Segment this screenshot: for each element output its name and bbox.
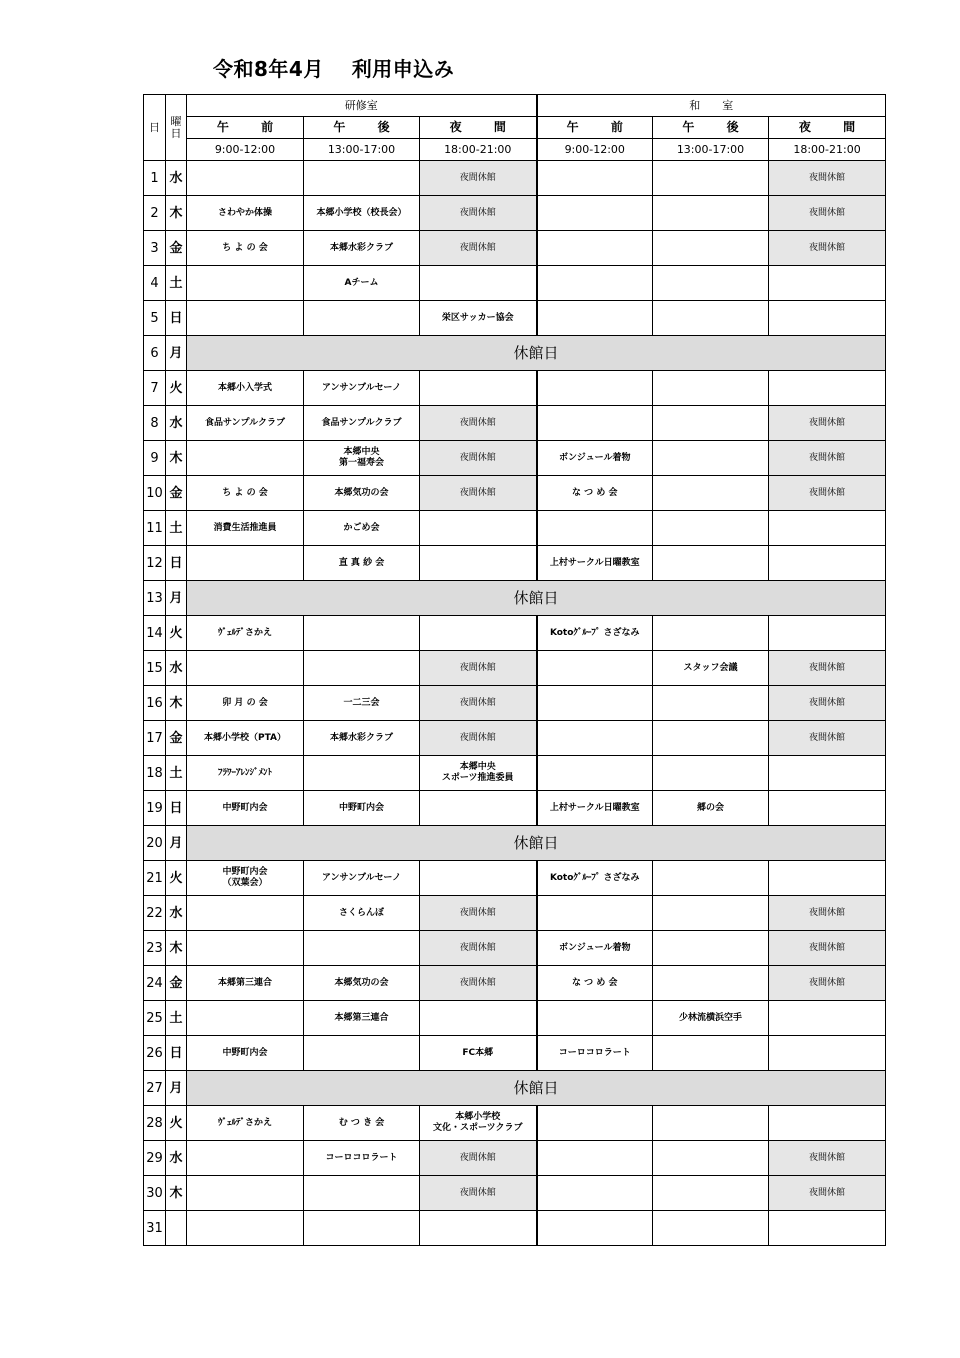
kenshushitsu-slot-cell xyxy=(187,1176,304,1211)
washitsu-slot-cell xyxy=(653,476,769,511)
washitsu-slot-cell xyxy=(653,721,769,756)
day-number: 11 xyxy=(144,511,166,546)
kenshushitsu-slot-cell: アンサンブルセーノ xyxy=(304,371,420,406)
weekday: 土 xyxy=(166,756,187,791)
day-row xyxy=(144,371,886,406)
kenshushitsu-slot-cell xyxy=(187,266,304,301)
washitsu-slot-cell xyxy=(653,1106,769,1141)
kenshushitsu-slot-cell: 夜間休館 xyxy=(420,686,537,721)
day-row xyxy=(144,441,886,476)
kenshushitsu-slot-cell: ｳﾞｪﾙﾃﾞさかえ xyxy=(187,616,304,651)
kenshushitsu-slot-cell xyxy=(187,1141,304,1176)
washitsu-slot-cell xyxy=(537,756,653,791)
washitsu-slot-cell xyxy=(653,931,769,966)
washitsu-slot-cell xyxy=(537,1176,653,1211)
kenshushitsu-slot-cell xyxy=(304,161,420,196)
weekday: 月 xyxy=(166,581,187,616)
washitsu-slot-cell: ボンジュール着物 xyxy=(537,441,653,476)
weekday: 月 xyxy=(166,336,187,371)
day-row xyxy=(144,266,886,301)
kenshushitsu-slot-cell: アンサンブルセーノ xyxy=(304,861,420,896)
weekday: 水 xyxy=(166,406,187,441)
washitsu-slot-cell xyxy=(769,301,886,336)
washitsu-slot-cell xyxy=(537,1001,653,1036)
slot-label: 午 後 xyxy=(304,117,420,139)
weekday: 日 xyxy=(166,791,187,826)
weekday: 火 xyxy=(166,371,187,406)
page-title: 令和8年4月 利用申込み xyxy=(213,57,455,81)
kenshushitsu-slot-cell xyxy=(420,791,537,826)
kenshushitsu-slot-cell: む つ き 会 xyxy=(304,1106,420,1141)
weekday: 金 xyxy=(166,721,187,756)
day-number: 24 xyxy=(144,966,166,1001)
weekday-column-header: 曜 日 xyxy=(166,95,187,161)
kenshushitsu-slot-cell: 中野町内会 xyxy=(304,791,420,826)
kenshushitsu-slot-cell xyxy=(187,931,304,966)
washitsu-slot-cell: 夜間休館 xyxy=(769,721,886,756)
weekday: 水 xyxy=(166,651,187,686)
washitsu-slot-cell xyxy=(653,1211,769,1246)
washitsu-slot-cell xyxy=(653,371,769,406)
day-row xyxy=(144,966,886,1001)
kenshushitsu-slot-cell: 夜間休館 xyxy=(420,406,537,441)
day-number: 6 xyxy=(144,336,166,371)
slot-label: 夜 間 xyxy=(420,117,537,139)
day-row xyxy=(144,231,886,266)
washitsu-slot-cell xyxy=(653,406,769,441)
kenshushitsu-slot-cell: 本郷小学校 文化・スポーツクラブ xyxy=(420,1106,537,1141)
slot-time: 18:00-21:00 xyxy=(420,139,537,161)
kenshushitsu-slot-cell: 中野町内会 （双葉会） xyxy=(187,861,304,896)
slot-label: 午 前 xyxy=(537,117,653,139)
kenshushitsu-slot-cell xyxy=(420,1211,537,1246)
day-row xyxy=(144,301,886,336)
kenshushitsu-slot-cell: 夜間休館 xyxy=(420,196,537,231)
kenshushitsu-slot-cell: さわやか体操 xyxy=(187,196,304,231)
washitsu-slot-cell: 夜間休館 xyxy=(769,406,886,441)
day-row xyxy=(144,476,886,511)
kenshushitsu-slot-cell xyxy=(187,1211,304,1246)
day-row xyxy=(144,931,886,966)
day-number: 5 xyxy=(144,301,166,336)
washitsu-slot-cell xyxy=(537,896,653,931)
weekday: 水 xyxy=(166,1141,187,1176)
day-number: 20 xyxy=(144,826,166,861)
kenshushitsu-slot-cell xyxy=(420,371,537,406)
kenshushitsu-slot-cell: 本郷中央 第一福寿会 xyxy=(304,441,420,476)
washitsu-slot-cell: 夜間休館 xyxy=(769,1141,886,1176)
washitsu-slot-cell xyxy=(769,511,886,546)
washitsu-slot-cell: 夜間休館 xyxy=(769,931,886,966)
washitsu-slot-cell xyxy=(769,1106,886,1141)
washitsu-slot-cell xyxy=(653,861,769,896)
kenshushitsu-slot-cell: ち よ の 会 xyxy=(187,231,304,266)
washitsu-slot-cell xyxy=(769,1001,886,1036)
washitsu-slot-cell: な つ め 会 xyxy=(537,966,653,1001)
washitsu-slot-cell xyxy=(537,371,653,406)
weekday: 木 xyxy=(166,686,187,721)
washitsu-slot-cell xyxy=(769,756,886,791)
day-number: 7 xyxy=(144,371,166,406)
kenshushitsu-slot-cell: 夜間休館 xyxy=(420,896,537,931)
weekday: 金 xyxy=(166,966,187,1001)
kenshushitsu-slot-cell xyxy=(304,1211,420,1246)
kenshushitsu-slot-cell: 本郷小学校（校長会） xyxy=(304,196,420,231)
closed-day-cell: 休館日 xyxy=(187,581,886,616)
day-number: 22 xyxy=(144,896,166,931)
kenshushitsu-slot-cell: ｳﾞｪﾙﾃﾞさかえ xyxy=(187,1106,304,1141)
day-row xyxy=(144,161,886,196)
washitsu-slot-cell: な つ め 会 xyxy=(537,476,653,511)
washitsu-slot-cell: 夜間休館 xyxy=(769,441,886,476)
kenshushitsu-slot-cell: 夜間休館 xyxy=(420,476,537,511)
washitsu-slot-cell: 夜間休館 xyxy=(769,161,886,196)
closed-day-cell: 休館日 xyxy=(187,826,886,861)
kenshushitsu-slot-cell: FC本郷 xyxy=(420,1036,537,1071)
weekday: 月 xyxy=(166,826,187,861)
washitsu-slot-cell xyxy=(537,161,653,196)
weekday: 土 xyxy=(166,1001,187,1036)
washitsu-slot-cell xyxy=(537,231,653,266)
day-number: 25 xyxy=(144,1001,166,1036)
kenshushitsu-slot-cell: 本郷水彩クラブ xyxy=(304,231,420,266)
kenshushitsu-slot-cell: 中野町内会 xyxy=(187,791,304,826)
day-row xyxy=(144,196,886,231)
washitsu-slot-cell xyxy=(769,266,886,301)
day-number: 31 xyxy=(144,1211,166,1246)
day-number: 23 xyxy=(144,931,166,966)
day-number: 14 xyxy=(144,616,166,651)
washitsu-slot-cell xyxy=(653,756,769,791)
closed-day-cell: 休館日 xyxy=(187,336,886,371)
kenshushitsu-slot-cell: さくらんぼ xyxy=(304,896,420,931)
kenshushitsu-slot-cell xyxy=(304,756,420,791)
washitsu-slot-cell: Kotoｸﾞﾙｰﾌﾟ さざなみ xyxy=(537,861,653,896)
slot-time: 13:00-17:00 xyxy=(304,139,420,161)
day-row xyxy=(144,406,886,441)
kenshushitsu-slot-cell: 栄区サッカー協会 xyxy=(420,301,537,336)
day-row xyxy=(144,1071,886,1106)
day-row xyxy=(144,1141,886,1176)
washitsu-slot-cell xyxy=(653,896,769,931)
day-row xyxy=(144,686,886,721)
day-row xyxy=(144,1001,886,1036)
washitsu-slot-cell xyxy=(537,266,653,301)
day-number: 27 xyxy=(144,1071,166,1106)
kenshushitsu-slot-cell xyxy=(420,1001,537,1036)
kenshushitsu-slot-cell xyxy=(187,161,304,196)
kenshushitsu-slot-cell: 一二三会 xyxy=(304,686,420,721)
washitsu-slot-cell: スタッフ会議 xyxy=(653,651,769,686)
washitsu-slot-cell xyxy=(537,511,653,546)
washitsu-slot-cell xyxy=(653,161,769,196)
kenshushitsu-slot-cell: かごめ会 xyxy=(304,511,420,546)
kenshushitsu-slot-cell xyxy=(187,301,304,336)
kenshushitsu-slot-cell xyxy=(420,861,537,896)
kenshushitsu-slot-cell xyxy=(187,651,304,686)
kenshushitsu-slot-cell: Aチーム xyxy=(304,266,420,301)
kenshushitsu-slot-cell: ﾌﾗﾜｰｱﾚﾝｼﾞﾒﾝﾄ xyxy=(187,756,304,791)
kenshushitsu-slot-cell: 本郷中央 スポーツ推進委員 xyxy=(420,756,537,791)
slot-time: 18:00-21:00 xyxy=(769,139,886,161)
kenshushitsu-slot-cell: 夜間休館 xyxy=(420,231,537,266)
washitsu-slot-cell: 夜間休館 xyxy=(769,686,886,721)
day-row xyxy=(144,896,886,931)
day-row xyxy=(144,546,886,581)
washitsu-slot-cell xyxy=(653,301,769,336)
day-number: 2 xyxy=(144,196,166,231)
washitsu-slot-cell xyxy=(537,1211,653,1246)
day-number: 17 xyxy=(144,721,166,756)
washitsu-slot-cell xyxy=(653,511,769,546)
washitsu-slot-cell: 少林流横浜空手 xyxy=(653,1001,769,1036)
washitsu-slot-cell xyxy=(537,1141,653,1176)
schedule-table xyxy=(143,94,886,1246)
day-row xyxy=(144,511,886,546)
slot-time: 13:00-17:00 xyxy=(653,139,769,161)
washitsu-slot-cell xyxy=(653,1036,769,1071)
kenshushitsu-slot-cell: 夜間休館 xyxy=(420,651,537,686)
day-row xyxy=(144,616,886,651)
day-number: 9 xyxy=(144,441,166,476)
kenshushitsu-slot-cell xyxy=(187,896,304,931)
room-header-washitsu: 和 室 xyxy=(537,95,886,117)
washitsu-slot-cell xyxy=(653,616,769,651)
kenshushitsu-slot-cell: 本郷気功の会 xyxy=(304,476,420,511)
washitsu-slot-cell xyxy=(769,1036,886,1071)
day-number: 29 xyxy=(144,1141,166,1176)
day-number: 16 xyxy=(144,686,166,721)
kenshushitsu-slot-cell: 本郷第三連合 xyxy=(187,966,304,1001)
washitsu-slot-cell xyxy=(769,861,886,896)
day-row xyxy=(144,791,886,826)
day-number: 21 xyxy=(144,861,166,896)
kenshushitsu-slot-cell: 夜間休館 xyxy=(420,721,537,756)
kenshushitsu-slot-cell xyxy=(304,651,420,686)
washitsu-slot-cell xyxy=(537,651,653,686)
kenshushitsu-slot-cell: 本郷気功の会 xyxy=(304,966,420,1001)
kenshushitsu-slot-cell: 夜間休館 xyxy=(420,441,537,476)
day-row xyxy=(144,1211,886,1246)
weekday: 火 xyxy=(166,861,187,896)
washitsu-slot-cell: 夜間休館 xyxy=(769,966,886,1001)
washitsu-slot-cell: 夜間休館 xyxy=(769,1176,886,1211)
washitsu-slot-cell: Kotoｸﾞﾙｰﾌﾟ さざなみ xyxy=(537,616,653,651)
washitsu-slot-cell xyxy=(769,616,886,651)
day-number: 10 xyxy=(144,476,166,511)
washitsu-slot-cell xyxy=(653,441,769,476)
washitsu-slot-cell xyxy=(537,301,653,336)
washitsu-slot-cell: 夜間休館 xyxy=(769,651,886,686)
time-header-row xyxy=(144,139,886,161)
day-column-header: 日 xyxy=(144,95,166,161)
washitsu-slot-cell xyxy=(653,1141,769,1176)
day-row xyxy=(144,756,886,791)
kenshushitsu-slot-cell xyxy=(420,511,537,546)
washitsu-slot-cell xyxy=(653,1176,769,1211)
day-row xyxy=(144,1106,886,1141)
slot-time: 9:00-12:00 xyxy=(537,139,653,161)
weekday: 金 xyxy=(166,476,187,511)
day-row xyxy=(144,336,886,371)
day-row xyxy=(144,861,886,896)
kenshushitsu-slot-cell xyxy=(187,546,304,581)
washitsu-slot-cell xyxy=(653,231,769,266)
weekday: 日 xyxy=(166,301,187,336)
weekday: 火 xyxy=(166,616,187,651)
kenshushitsu-slot-cell: 卯 月 の 会 xyxy=(187,686,304,721)
washitsu-slot-cell xyxy=(769,791,886,826)
washitsu-slot-cell xyxy=(769,371,886,406)
kenshushitsu-slot-cell: 夜間休館 xyxy=(420,1141,537,1176)
weekday: 日 xyxy=(166,1036,187,1071)
kenshushitsu-slot-cell xyxy=(420,546,537,581)
kenshushitsu-slot-cell xyxy=(187,441,304,476)
kenshushitsu-slot-cell: 夜間休館 xyxy=(420,1176,537,1211)
slot-header-row xyxy=(144,117,886,139)
washitsu-slot-cell: ボンジュール着物 xyxy=(537,931,653,966)
day-number: 3 xyxy=(144,231,166,266)
washitsu-slot-cell: 上村サークル日曜教室 xyxy=(537,791,653,826)
washitsu-slot-cell xyxy=(653,546,769,581)
kenshushitsu-slot-cell: ち よ の 会 xyxy=(187,476,304,511)
washitsu-slot-cell xyxy=(537,721,653,756)
weekday: 水 xyxy=(166,896,187,931)
kenshushitsu-slot-cell xyxy=(304,931,420,966)
kenshushitsu-slot-cell xyxy=(304,1036,420,1071)
weekday: 土 xyxy=(166,511,187,546)
day-row xyxy=(144,581,886,616)
washitsu-slot-cell: 郷の会 xyxy=(653,791,769,826)
weekday: 木 xyxy=(166,441,187,476)
day-row xyxy=(144,1176,886,1211)
kenshushitsu-slot-cell: 本郷小学校（PTA） xyxy=(187,721,304,756)
room-header-row xyxy=(144,95,886,117)
weekday: 火 xyxy=(166,1106,187,1141)
washitsu-slot-cell xyxy=(537,1106,653,1141)
washitsu-slot-cell: 夜間休館 xyxy=(769,231,886,266)
day-number: 12 xyxy=(144,546,166,581)
day-number: 8 xyxy=(144,406,166,441)
kenshushitsu-slot-cell xyxy=(420,616,537,651)
kenshushitsu-slot-cell: 本郷水彩クラブ xyxy=(304,721,420,756)
kenshushitsu-slot-cell xyxy=(420,266,537,301)
day-row xyxy=(144,1036,886,1071)
kenshushitsu-slot-cell: 夜間休館 xyxy=(420,931,537,966)
kenshushitsu-slot-cell: 食品サンプルクラブ xyxy=(304,406,420,441)
slot-label: 夜 間 xyxy=(769,117,886,139)
washitsu-slot-cell: 上村サークル日曜教室 xyxy=(537,546,653,581)
kenshushitsu-slot-cell: 消費生活推進員 xyxy=(187,511,304,546)
closed-day-cell: 休館日 xyxy=(187,1071,886,1106)
washitsu-slot-cell: 夜間休館 xyxy=(769,476,886,511)
kenshushitsu-slot-cell: 夜間休館 xyxy=(420,161,537,196)
weekday: 木 xyxy=(166,1176,187,1211)
day-number: 18 xyxy=(144,756,166,791)
day-number: 26 xyxy=(144,1036,166,1071)
washitsu-slot-cell: 夜間休館 xyxy=(769,896,886,931)
day-row xyxy=(144,826,886,861)
kenshushitsu-slot-cell: 本郷第三連合 xyxy=(304,1001,420,1036)
day-number: 30 xyxy=(144,1176,166,1211)
kenshushitsu-slot-cell: 本郷小入学式 xyxy=(187,371,304,406)
kenshushitsu-slot-cell: 中野町内会 xyxy=(187,1036,304,1071)
washitsu-slot-cell xyxy=(537,406,653,441)
day-row xyxy=(144,721,886,756)
day-number: 15 xyxy=(144,651,166,686)
weekday: 木 xyxy=(166,196,187,231)
day-number: 4 xyxy=(144,266,166,301)
kenshushitsu-slot-cell xyxy=(304,301,420,336)
weekday: 土 xyxy=(166,266,187,301)
weekday: 月 xyxy=(166,1071,187,1106)
kenshushitsu-slot-cell: 直 真 紗 会 xyxy=(304,546,420,581)
weekday: 木 xyxy=(166,931,187,966)
weekday: 日 xyxy=(166,546,187,581)
slot-label: 午 後 xyxy=(653,117,769,139)
kenshushitsu-slot-cell xyxy=(187,1001,304,1036)
washitsu-slot-cell xyxy=(653,266,769,301)
washitsu-slot-cell: 夜間休館 xyxy=(769,196,886,231)
washitsu-slot-cell xyxy=(653,196,769,231)
day-number: 13 xyxy=(144,581,166,616)
kenshushitsu-slot-cell xyxy=(304,616,420,651)
washitsu-slot-cell xyxy=(769,546,886,581)
washitsu-slot-cell xyxy=(769,1211,886,1246)
day-number: 19 xyxy=(144,791,166,826)
room-header-kenshushitsu: 研修室 xyxy=(187,95,537,117)
slot-label: 午 前 xyxy=(187,117,304,139)
washitsu-slot-cell: コーロコロラート xyxy=(537,1036,653,1071)
slot-time: 9:00-12:00 xyxy=(187,139,304,161)
day-row xyxy=(144,651,886,686)
weekday xyxy=(166,1211,187,1246)
day-number: 1 xyxy=(144,161,166,196)
washitsu-slot-cell xyxy=(653,966,769,1001)
kenshushitsu-slot-cell xyxy=(304,1176,420,1211)
kenshushitsu-slot-cell: 夜間休館 xyxy=(420,966,537,1001)
weekday: 水 xyxy=(166,161,187,196)
washitsu-slot-cell xyxy=(537,686,653,721)
kenshushitsu-slot-cell: コーロコロラート xyxy=(304,1141,420,1176)
kenshushitsu-slot-cell: 食品サンプルクラブ xyxy=(187,406,304,441)
washitsu-slot-cell xyxy=(537,196,653,231)
day-number: 28 xyxy=(144,1106,166,1141)
weekday: 金 xyxy=(166,231,187,266)
washitsu-slot-cell xyxy=(653,686,769,721)
